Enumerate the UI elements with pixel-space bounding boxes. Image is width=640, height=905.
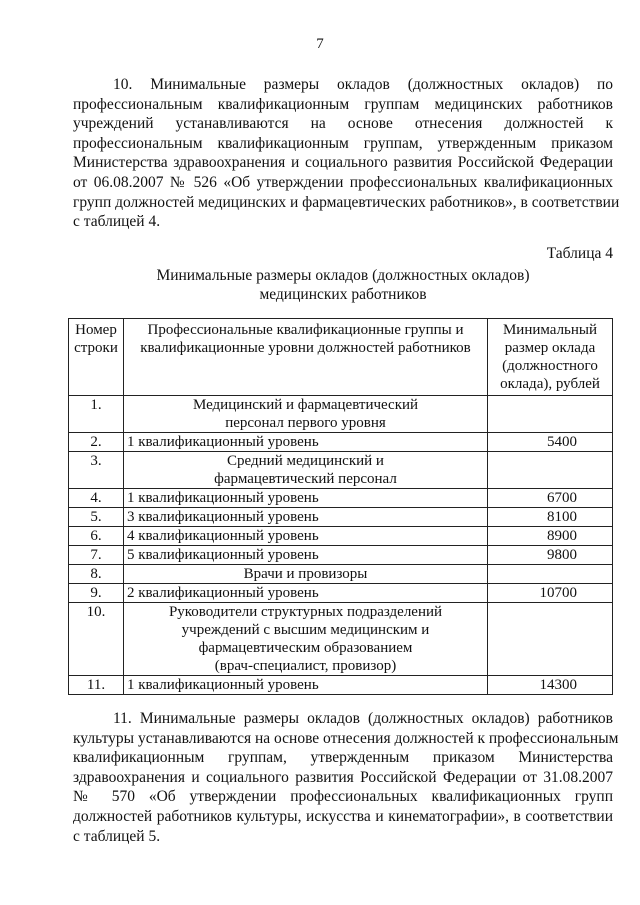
- row-number: 8.: [69, 565, 124, 584]
- table-row: [69, 396, 613, 433]
- table-body: [69, 396, 613, 695]
- level-name: [124, 508, 488, 527]
- group-name: [124, 452, 488, 489]
- paragraph-line: Министерства здравоохранения и социального развития Российской Федерации: [73, 154, 613, 172]
- header-min-salary: [488, 319, 613, 396]
- header-row-number: [69, 319, 124, 396]
- salary-text: 8100: [547, 509, 577, 525]
- table-row: [69, 584, 613, 603]
- header-groups: [124, 319, 488, 396]
- min-salary-value: [488, 489, 613, 508]
- salary-text: 14300: [539, 677, 577, 693]
- header-text: Минимальный: [502, 322, 598, 338]
- table-row: [69, 527, 613, 546]
- min-salary-value: [488, 603, 613, 676]
- min-salary-value: [488, 452, 613, 489]
- row-name-line: 1 квалификационный уровень: [127, 434, 319, 450]
- row-name-line: Руководители структурных подразделений: [168, 604, 443, 620]
- table-title-line: Минимальные размеры окладов (должностных окладов): [156, 267, 530, 284]
- salary-text: 5400: [547, 434, 577, 450]
- min-salary-value: [488, 565, 613, 584]
- min-salary-value: [488, 546, 613, 565]
- row-name-line: 5 квалификационный уровень: [127, 547, 319, 563]
- table-caption: Таблица 4: [546, 245, 613, 262]
- table-row: [69, 565, 613, 584]
- row-number: 4.: [69, 489, 124, 508]
- paragraph-line: с таблицей 4.: [73, 213, 161, 231]
- paragraph-11: [73, 709, 619, 846]
- salary-text: 6700: [547, 490, 577, 506]
- header-text: строки: [74, 340, 118, 356]
- row-number: 11.: [69, 676, 124, 695]
- table-title: [73, 266, 613, 304]
- row-name-line: 4 квалификационный уровень: [127, 528, 319, 544]
- header-text: оклада), рублей: [500, 376, 600, 392]
- salary-text: 8900: [547, 528, 577, 544]
- header-text: Номер: [75, 322, 117, 338]
- paragraph-line: 11. Минимальные размеры окладов (должностных окладов) работников: [113, 710, 613, 727]
- table-row: [69, 546, 613, 565]
- row-name-line: Средний медицинский и: [227, 453, 384, 469]
- row-number: 10.: [69, 603, 124, 676]
- paragraph-line: № 570 «Об утверждении профессиональных квалификационных групп: [73, 788, 613, 806]
- paragraph-line: культуры устанавливаются на основе отнесения должностей к профессиональным: [73, 729, 619, 747]
- row-name-line: фармацевтический персонал: [214, 471, 397, 487]
- row-name-line: 2 квалификационный уровень: [127, 585, 319, 601]
- paragraph-line: здравоохранения и социального развития Российской Федерации от 31.08.2007: [73, 768, 613, 786]
- header-text: (должностного: [502, 358, 598, 374]
- row-number: 9.: [69, 584, 124, 603]
- table-row: [69, 508, 613, 527]
- header-text: размер оклада: [504, 340, 596, 356]
- row-number: 7.: [69, 546, 124, 565]
- level-name: [124, 489, 488, 508]
- table-row: [69, 433, 613, 452]
- salary-text: 10700: [539, 585, 577, 601]
- row-name-line: Врачи и провизоры: [243, 566, 368, 582]
- paragraph-line: учреждений устанавливаются на основе отнесения должностей к: [73, 115, 613, 133]
- row-name-line: персонал первого уровня: [225, 415, 386, 431]
- paragraph-line: профессиональным квалификационным группам медицинских работников: [73, 95, 613, 113]
- row-name-line: 1 квалификационный уровень: [127, 677, 319, 693]
- min-salary-value: [488, 433, 613, 452]
- row-name-line: учреждений с высшим медицинским и: [181, 622, 430, 638]
- row-name-line: 1 квалификационный уровень: [127, 490, 319, 506]
- table-row: [69, 452, 613, 489]
- paragraph-line: профессиональным квалификационным группам, утвержденным приказом: [73, 134, 613, 152]
- level-name: [124, 676, 488, 695]
- level-name: [124, 433, 488, 452]
- level-name: [124, 546, 488, 565]
- paragraph-line: 10. Минимальные размеры окладов (должностных окладов) по: [113, 76, 613, 93]
- level-name: [124, 527, 488, 546]
- paragraph-line: с таблицей 5.: [73, 827, 161, 845]
- table-title-line: медицинских работников: [259, 286, 427, 303]
- row-name-line: 3 квалификационный уровень: [127, 509, 319, 525]
- min-salary-value: [488, 396, 613, 433]
- header-text: квалификационные уровни должностей работников: [140, 340, 471, 356]
- table-header-row: [69, 319, 613, 396]
- header-text: Профессиональные квалификационные группы и: [147, 322, 464, 338]
- paragraph-line: должностей работников культуры, искусства и кинематографии», в соответствии: [73, 807, 613, 825]
- row-number: 2.: [69, 433, 124, 452]
- table-row: [69, 489, 613, 508]
- min-salary-value: [488, 584, 613, 603]
- paragraph-line: групп должностей медицинских и фармацевтических работников», в соответствии: [73, 193, 620, 211]
- page-number: 7: [316, 36, 324, 52]
- min-salary-value: [488, 527, 613, 546]
- table-row: [69, 676, 613, 695]
- salary-table: [68, 318, 613, 695]
- paragraph-line: от 06.08.2007 № 526 «Об утверждении профессиональных квалификационных: [73, 173, 613, 191]
- row-name-line: (врач-специалист, провизор): [214, 658, 397, 674]
- salary-text: 9800: [547, 547, 577, 563]
- group-name: [124, 396, 488, 433]
- group-name: [124, 603, 488, 676]
- row-number: 5.: [69, 508, 124, 527]
- paragraph-line: квалификационным группам, утвержденным приказом Министерства: [73, 749, 613, 767]
- paragraph-10: [73, 75, 620, 232]
- row-number: 3.: [69, 452, 124, 489]
- row-name-line: фармацевтическим образованием: [198, 640, 413, 656]
- group-name: [124, 565, 488, 584]
- row-number: 6.: [69, 527, 124, 546]
- row-number: 1.: [69, 396, 124, 433]
- min-salary-value: [488, 508, 613, 527]
- level-name: [124, 584, 488, 603]
- row-name-line: Медицинский и фармацевтический: [192, 397, 419, 413]
- table-row: [69, 603, 613, 676]
- min-salary-value: [488, 676, 613, 695]
